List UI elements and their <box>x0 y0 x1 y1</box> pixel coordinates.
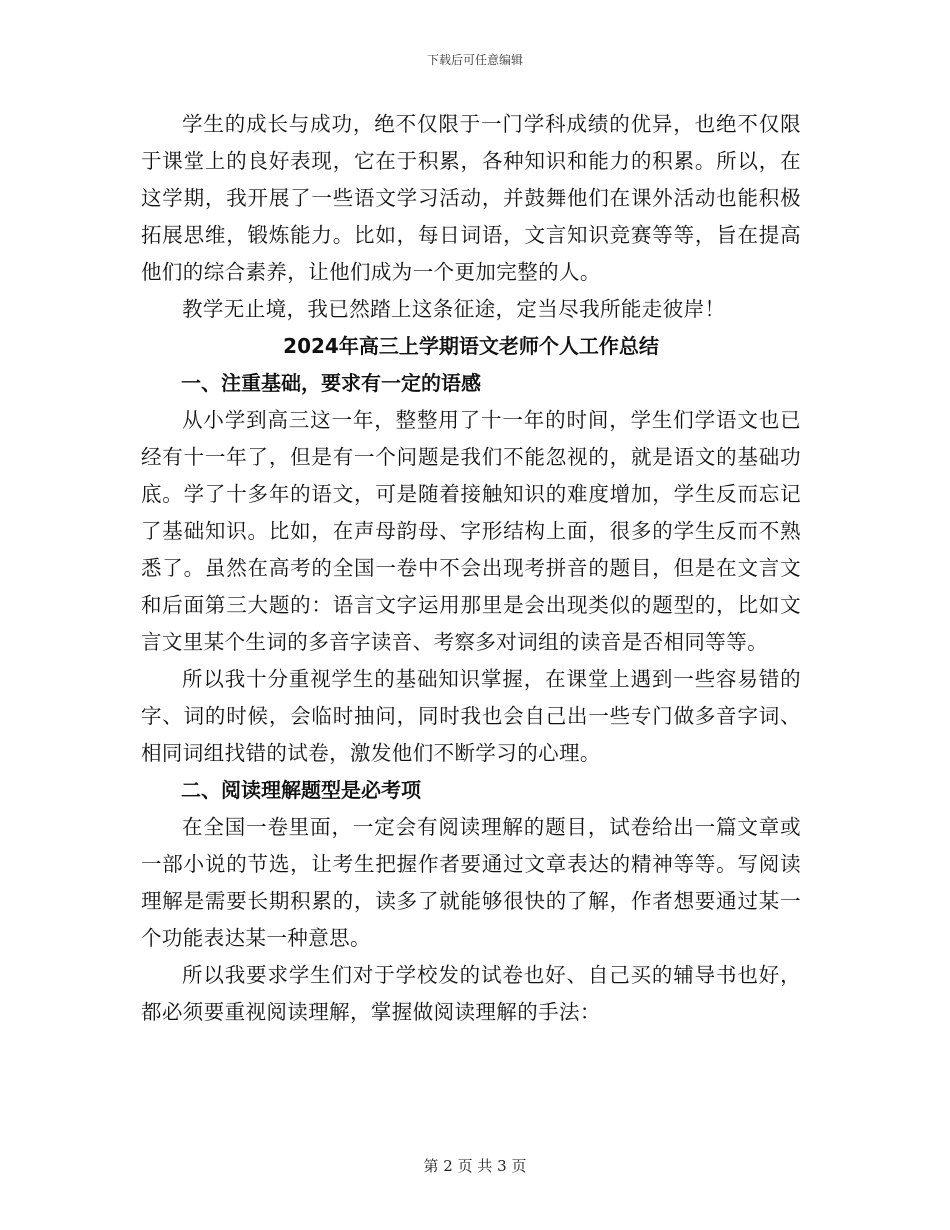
document-body <box>141 106 801 1031</box>
paragraph-6: 所以我要求学生们对于学校发的试卷也好、自己买的辅导书也好，都必须要重视阅读理解，掌握做阅读理解的手法： <box>141 963 801 1024</box>
document-title: 2024年高三上学期语文老师个人工作总结 <box>283 334 659 358</box>
section-heading-2: 二、阅读理解题型是必考项 <box>181 778 421 802</box>
paragraph-1: 学生的成长与成功，绝不仅限于一门学科成绩的优异，也绝不仅限于课堂上的良好表现，它在于积累，各种知识和能力的积累。所以，在这学期，我开展了一些语文学习活动，并鼓舞他们在课外活动也能积极拓展思维，锻炼能力。比如，每日词语，文言知识竞赛等等，旨在提高他们的综合素养，让他们成为一个更加完整的人。 <box>141 112 801 284</box>
paragraph-5: 在全国一卷里面，一定会有阅读理解的题目，试卷给出一篇文章或一部小说的节选，让考生把握作者要通过文章表达的精神等等。写阅读理解是需要长期积累的，读多了就能够很快的了解，作者想要通过某一个功能表达某一种意思。 <box>141 815 801 950</box>
page-footer: 第 2 页 共 3 页 <box>423 1157 527 1175</box>
paragraph-2: 教学无止境，我已然踏上这条征途，定当尽我所能走彼岸！ <box>182 297 726 321</box>
section-heading-1: 一、注重基础，要求有一定的语感 <box>181 371 481 395</box>
paragraph-3: 从小学到高三这一年，整整用了十一年的时间，学生们学语文也已经有十一年了，但是有一个问题是我们不能忽视的，就是语文的基础功底。学了十多年的语文，可是随着接触知识的难度增加，学生反而忘记了基础知识。比如，在声母韵母、字形结构上面，很多的学生反而不熟悉了。虽然在高考的全国一卷中不会出现考拼音的题目，但是在文言文和后面第三大题的：语言文字运用那里是会出现类似的题型的，比如文言文里某个生词的多音字读音、考察多对词组的读音是否相同等等。 <box>141 408 801 654</box>
page-header: 下载后可任意编辑 <box>426 53 523 67</box>
paragraph-4: 所以我十分重视学生的基础知识掌握，在课堂上遇到一些容易错的字、词的时候，会临时抽问，同时我也会自己出一些专门做多音字词、相同词组找错的试卷，激发他们不断学习的心理。 <box>141 667 801 765</box>
